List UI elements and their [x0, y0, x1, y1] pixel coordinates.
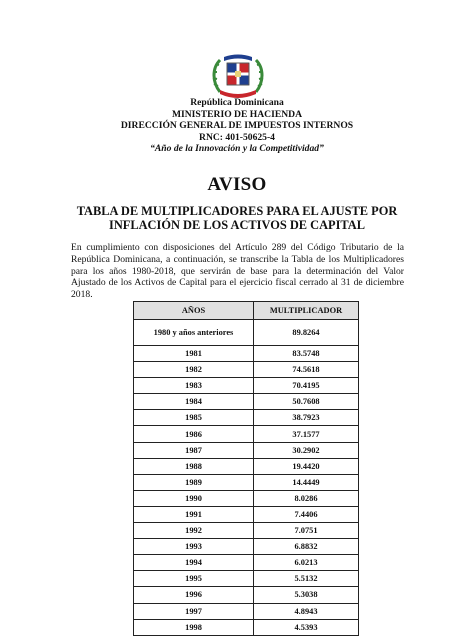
subtitle-line-2: INFLACIÓN DE LOS ACTIVOS DE CAPITAL	[109, 218, 365, 232]
year-cell: 1983	[134, 378, 254, 394]
table-row	[134, 458, 359, 474]
multiplier-cell: 6.0213	[254, 555, 359, 571]
year-cell: 1991	[134, 506, 254, 522]
multiplier-cell: 5.5132	[254, 571, 359, 587]
multiplier-cell: 89.8264	[254, 320, 359, 346]
institution-header	[0, 97, 474, 155]
multiplier-table	[133, 301, 359, 636]
multiplier-cell: 83.5748	[254, 346, 359, 362]
table-row	[134, 362, 359, 378]
year-cell: 1995	[134, 571, 254, 587]
table-row	[134, 410, 359, 426]
year-cell: 1986	[134, 426, 254, 442]
table-row	[134, 394, 359, 410]
year-motto: “Año de la Innovación y la Competitividad”	[150, 143, 324, 155]
year-cell: 1998	[134, 619, 254, 635]
subtitle	[0, 204, 474, 232]
multiplier-cell: 19.4420	[254, 458, 359, 474]
rnc-number: RNC: 401-50625-4	[199, 131, 275, 143]
multiplier-cell: 14.4449	[254, 474, 359, 490]
multiplier-cell: 38.7923	[254, 410, 359, 426]
multiplier-cell: 37.1577	[254, 426, 359, 442]
year-cell: 1988	[134, 458, 254, 474]
multiplier-cell: 4.5393	[254, 619, 359, 635]
year-cell: 1989	[134, 474, 254, 490]
year-cell: 1985	[134, 410, 254, 426]
ministry-name: MINISTERIO DE HACIENDA	[171, 108, 303, 120]
table-row	[134, 490, 359, 506]
table-row	[134, 506, 359, 522]
year-cell: 1987	[134, 442, 254, 458]
table-row	[134, 320, 359, 346]
multiplier-cell: 30.2902	[254, 442, 359, 458]
table-row	[134, 555, 359, 571]
page-title: AVISO	[207, 174, 267, 195]
year-cell: 1993	[134, 539, 254, 555]
table-row	[134, 346, 359, 362]
year-cell: 1997	[134, 603, 254, 619]
table-row	[134, 603, 359, 619]
year-cell: 1990	[134, 490, 254, 506]
multiplier-cell: 8.0286	[254, 490, 359, 506]
multiplier-cell: 4.8943	[254, 603, 359, 619]
table-header-row	[134, 302, 359, 320]
table-row	[134, 474, 359, 490]
coat-of-arms-icon	[210, 52, 266, 98]
table-row	[134, 571, 359, 587]
multiplier-cell: 70.4195	[254, 378, 359, 394]
intro-paragraph: En cumplimiento con disposiciones del Artículo 289 del Código Tributario de la República Dominicana, a continuación, se transcribe la Tabla de los Multiplicadores para los años 1980-2018, que servirán de base para la determinación del Valor Ajustado de los Activos de Capital para el ejercicio fiscal cerrado al 31 de diciembre 2018.	[71, 242, 404, 301]
table-row	[134, 426, 359, 442]
table-row	[134, 587, 359, 603]
year-cell: 1996	[134, 587, 254, 603]
year-cell: 1994	[134, 555, 254, 571]
table-row	[134, 378, 359, 394]
directorate-name: DIRECCIÓN GENERAL DE IMPUESTOS INTERNOS	[120, 120, 354, 132]
multiplier-cell: 7.0751	[254, 523, 359, 539]
multiplier-cell: 7.4406	[254, 506, 359, 522]
table-row	[134, 523, 359, 539]
subtitle-line-1: TABLA DE MULTIPLICADORES PARA EL AJUSTE POR	[76, 204, 398, 218]
column-header-multiplier: MULTIPLICADOR	[254, 302, 359, 320]
column-header-years: AÑOS	[134, 302, 254, 320]
year-cell: 1982	[134, 362, 254, 378]
table-row	[134, 539, 359, 555]
multiplier-cell: 74.5618	[254, 362, 359, 378]
year-cell: 1981	[134, 346, 254, 362]
table-body	[134, 320, 359, 636]
year-cell: 1980 y años anteriores	[134, 320, 254, 346]
year-cell: 1984	[134, 394, 254, 410]
table-row	[134, 442, 359, 458]
country-name: República Dominicana	[190, 97, 284, 108]
table-row	[134, 619, 359, 635]
year-cell: 1992	[134, 523, 254, 539]
multiplier-cell: 5.3038	[254, 587, 359, 603]
multiplier-cell: 6.8832	[254, 539, 359, 555]
multiplier-cell: 50.7608	[254, 394, 359, 410]
